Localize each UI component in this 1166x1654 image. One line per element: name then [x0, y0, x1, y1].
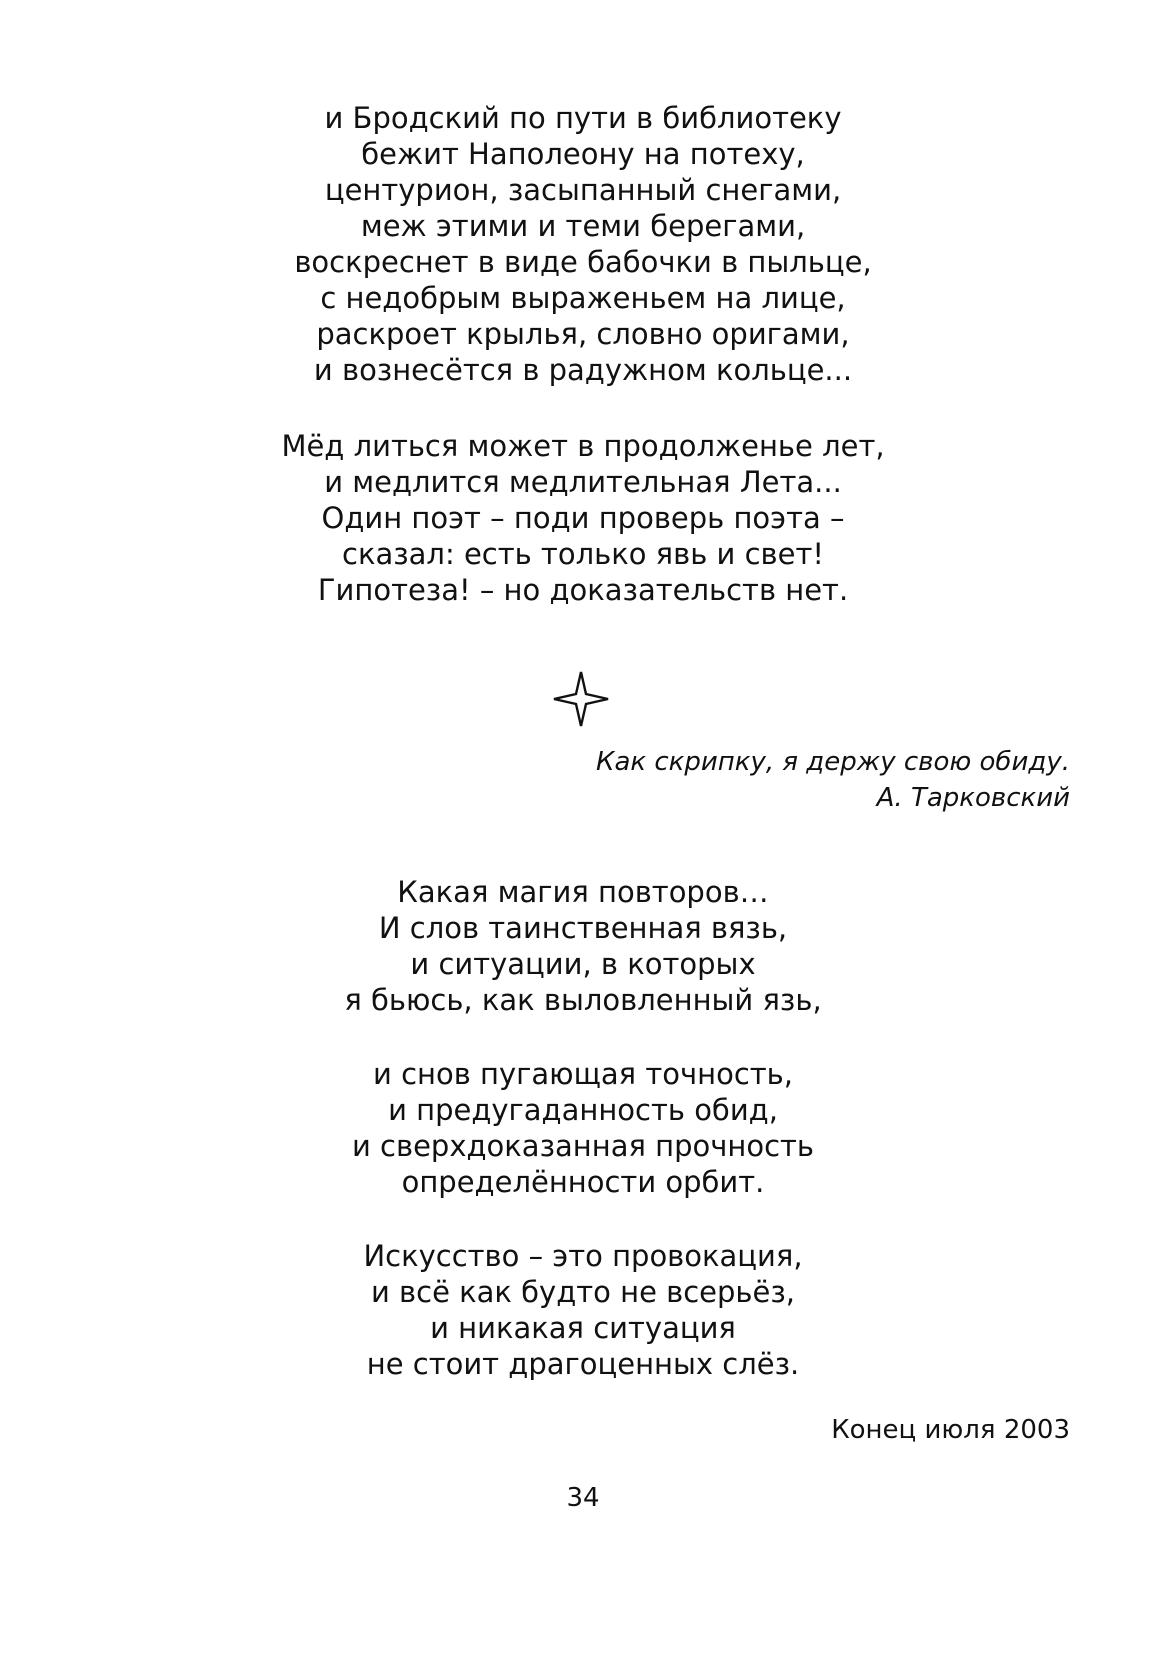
poem-line: раскроет крылья, словно оригами, [316, 317, 850, 351]
poem-date: Конец июля 2003 [831, 1415, 1070, 1445]
four-point-star-icon [552, 670, 610, 728]
poem-line: я бьюсь, как выловленный язь, [344, 983, 822, 1017]
poem-line: Гипотеза! – но доказательств нет. [317, 573, 849, 607]
poem-line: центурион, засыпанный снегами, [324, 173, 842, 207]
epigraph-author: А. Тарковский [876, 783, 1070, 813]
poem-line: бежит Наполеону на потеху, [361, 137, 805, 171]
poem-line: Один поэт – поди проверь поэта – [321, 501, 845, 535]
poem-line: Какая магия повторов… [397, 875, 769, 909]
poem-line: и сверхдоказанная прочность [351, 1129, 815, 1163]
poem-line: Искусство – это провокация, [363, 1239, 803, 1273]
poem-line: И слов таинственная вязь, [378, 911, 788, 945]
poem-line: и Бродский по пути в библиотеку [324, 101, 842, 135]
poem-line: с недобрым выраженьем на лице, [320, 281, 846, 315]
poem-line: и медлится медлительная Лета... [324, 465, 842, 499]
poem-line: и никакая ситуация [430, 1311, 736, 1345]
poem-line: и предугаданность обид, [388, 1093, 778, 1127]
poem-line: и всё как будто не всерьёз, [370, 1275, 795, 1309]
epigraph-text: Как скрипку, я держу свою обиду. [596, 747, 1070, 777]
poem-line: меж этими и теми берегами, [360, 209, 806, 243]
poem-line: и ситуации, в которых [410, 947, 756, 981]
poem-line: не стоит драгоценных слёз. [366, 1347, 800, 1381]
poem-line: определённости орбит. [401, 1165, 765, 1199]
poem-line: и снов пугающая точность, [373, 1057, 793, 1091]
poem-line: сказал: есть только явь и свет! [342, 537, 824, 571]
page-number: 34 [566, 1483, 600, 1513]
poem-line: Мёд литься может в продолженье лет, [281, 429, 885, 463]
poem-line: и вознесётся в радужном кольце... [313, 353, 853, 387]
poem-line: воскреснет в виде бабочки в пыльце, [294, 245, 872, 279]
